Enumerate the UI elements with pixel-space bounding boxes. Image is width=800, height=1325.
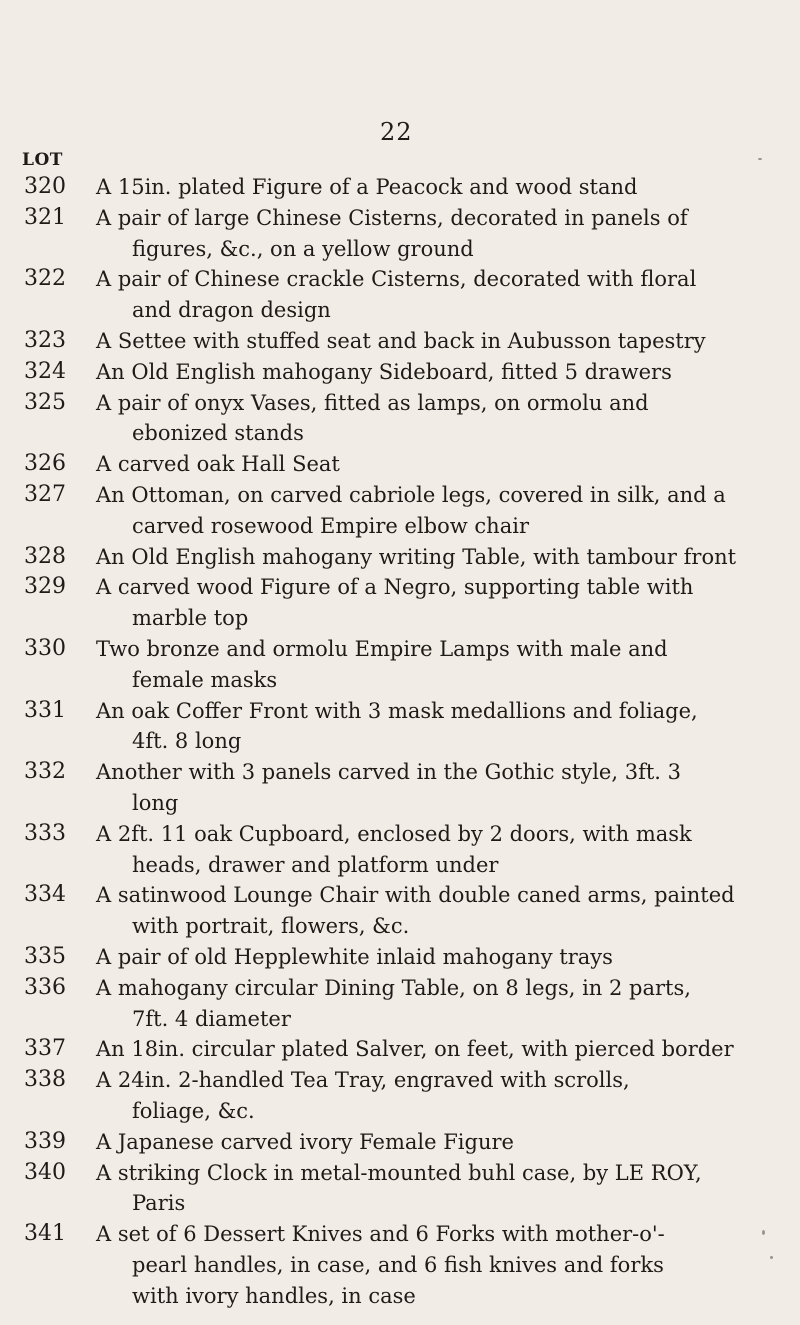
lot-description <box>86 172 788 203</box>
lot-number: 323 <box>24 327 66 353</box>
lot-description-line: A carved oak Hall Seat <box>96 452 340 477</box>
lot-entry <box>18 634 788 696</box>
lot-description <box>86 357 788 388</box>
lot-number: 335 <box>24 943 66 969</box>
lot-description <box>86 1127 788 1158</box>
lot-description-line: A satinwood Lounge Chair with double caned arms, painted <box>96 883 735 908</box>
lot-entry <box>18 1219 788 1311</box>
lot-description-line: long <box>132 790 179 815</box>
lot-number: 328 <box>24 543 66 569</box>
lot-entry <box>18 1034 788 1065</box>
lot-number: 338 <box>24 1067 66 1093</box>
lot-entry <box>18 264 788 326</box>
lot-entry <box>18 1158 788 1220</box>
lot-description-line: ebonized stands <box>132 421 304 446</box>
lot-description-line: and dragon design <box>132 298 331 323</box>
lot-description-line: An oak Coffer Front with 3 mask medallions and foliage, <box>96 698 698 723</box>
lot-description-line: A 2ft. 11 oak Cupboard, enclosed by 2 doors, with mask <box>96 821 692 846</box>
lot-description-line: An Old English mahogany Sideboard, fitted 5 drawers <box>96 359 672 384</box>
lot-description-line: An Old English mahogany writing Table, with tambour front <box>96 544 737 569</box>
lot-description <box>86 757 788 819</box>
lot-entry <box>18 880 788 942</box>
lot-description-line: Paris <box>132 1191 186 1216</box>
lot-description-line: foliage, &c. <box>132 1098 255 1123</box>
lot-description-line: female masks <box>132 667 278 692</box>
lot-entry <box>18 480 788 542</box>
lot-description-line: A pair of Chinese crackle Cisterns, decorated with floral <box>96 267 697 292</box>
lot-description <box>86 1034 788 1065</box>
lot-description <box>86 942 788 973</box>
lot-number: 336 <box>24 974 66 1000</box>
lot-number: 322 <box>24 266 66 292</box>
lot-number: 332 <box>24 759 66 785</box>
lot-number: 333 <box>24 820 66 846</box>
lot-description-line: A Settee with stuffed seat and back in Aubusson tapestry <box>96 328 706 353</box>
lot-description-line: A pair of old Hepplewhite inlaid mahogany trays <box>96 944 613 969</box>
lot-entry <box>18 203 788 265</box>
lot-description-line: An Ottoman, on carved cabriole legs, covered in silk, and a <box>96 482 726 507</box>
lot-number: 324 <box>24 358 66 384</box>
lot-list <box>18 172 788 1311</box>
lot-description-line: A pair of onyx Vases, fitted as lamps, on ormolu and <box>96 390 649 415</box>
lot-number: 341 <box>24 1221 66 1247</box>
lot-description <box>86 1065 788 1127</box>
lot-entry <box>18 757 788 819</box>
lot-description-line: An 18in. circular plated Salver, on feet, with pierced border <box>96 1037 734 1062</box>
lot-description-line: carved rosewood Empire elbow chair <box>132 513 529 538</box>
lot-entry <box>18 973 788 1035</box>
lot-description-line: heads, drawer and platform under <box>132 852 499 877</box>
lot-number: 339 <box>24 1128 66 1154</box>
lot-description-line: A carved wood Figure of a Negro, supporting table with <box>96 575 694 600</box>
lot-description-line: A mahogany circular Dining Table, on 8 legs, in 2 parts, <box>96 975 691 1000</box>
lot-entry <box>18 326 788 357</box>
lot-description <box>86 634 788 696</box>
lot-description-line: with ivory handles, in case <box>132 1283 416 1308</box>
lot-description <box>86 480 788 542</box>
lot-description <box>86 973 788 1035</box>
lot-description-line: A striking Clock in metal-mounted buhl case, by LE ROY, <box>96 1160 702 1185</box>
lot-column-header: LOT <box>22 150 63 170</box>
lot-entry <box>18 572 788 634</box>
lot-number: 325 <box>24 389 66 415</box>
lot-description-line: A Japanese carved ivory Female Figure <box>96 1129 514 1154</box>
lot-entry <box>18 819 788 881</box>
lot-description-line: pearl handles, in case, and 6 fish knives and forks <box>132 1252 664 1277</box>
lot-description <box>86 1219 788 1311</box>
lot-number: 340 <box>24 1159 66 1185</box>
lot-entry <box>18 449 788 480</box>
lot-entry <box>18 1065 788 1127</box>
lot-entry <box>18 696 788 758</box>
lot-description <box>86 449 788 480</box>
lot-entry <box>18 1127 788 1158</box>
page-number: 22 <box>380 118 413 146</box>
lot-description-line: Two bronze and ormolu Empire Lamps with male and <box>96 636 668 661</box>
lot-description <box>86 264 788 326</box>
lot-number: 321 <box>24 204 66 230</box>
lot-description <box>86 388 788 450</box>
lot-description-line: A 15in. plated Figure of a Peacock and wood stand <box>96 175 638 199</box>
lot-description-line: A pair of large Chinese Cisterns, decorated in panels of <box>96 205 688 230</box>
lot-description-line: 7ft. 4 diameter <box>132 1006 291 1031</box>
lot-description-line: figures, &c., on a yellow ground <box>132 236 474 261</box>
lot-entry <box>18 388 788 450</box>
lot-entry <box>18 942 788 973</box>
lot-description-line: A 24in. 2-handled Tea Tray, engraved with scrolls, <box>96 1068 630 1093</box>
lot-description-line: A set of 6 Dessert Knives and 6 Forks with mother-o'- <box>96 1222 665 1247</box>
lot-number: 334 <box>24 882 66 908</box>
lot-number: 320 <box>24 174 66 199</box>
paper-speck <box>758 158 762 160</box>
lot-description <box>86 203 788 265</box>
lot-number: 330 <box>24 635 66 661</box>
lot-description <box>86 542 788 573</box>
lot-number: 329 <box>24 574 66 600</box>
lot-number: 337 <box>24 1036 66 1062</box>
paper-speck <box>762 1230 765 1235</box>
lot-description <box>86 696 788 758</box>
lot-description <box>86 1158 788 1220</box>
lot-description <box>86 572 788 634</box>
paper-speck <box>770 1256 773 1259</box>
lot-entry <box>18 357 788 388</box>
lot-description <box>86 326 788 357</box>
lot-number: 326 <box>24 451 66 477</box>
lot-entry <box>18 542 788 573</box>
lot-description-line: with portrait, flowers, &c. <box>132 914 410 939</box>
lot-description <box>86 880 788 942</box>
lot-description-line: Another with 3 panels carved in the Gothic style, 3ft. 3 <box>96 760 681 785</box>
lot-description-line: marble top <box>132 606 249 631</box>
lot-description <box>86 819 788 881</box>
lot-entry <box>18 172 788 203</box>
lot-description-line: 4ft. 8 long <box>132 729 242 754</box>
lot-number: 331 <box>24 697 66 723</box>
lot-number: 327 <box>24 481 66 507</box>
